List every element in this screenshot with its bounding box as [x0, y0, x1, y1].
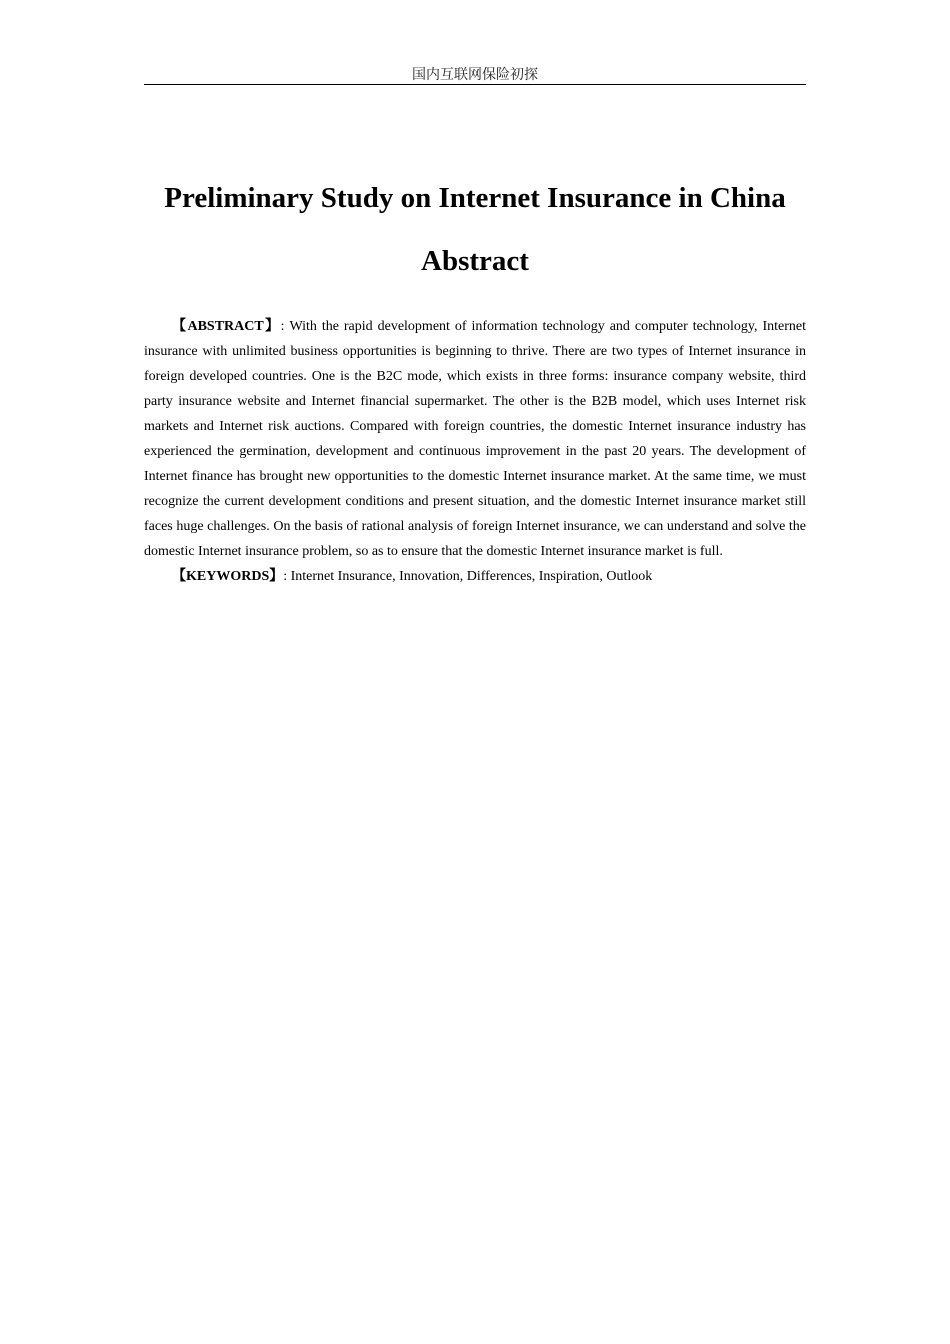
running-header: 国内互联网保险初探	[412, 67, 538, 83]
keywords-label: 【KEYWORDS】	[172, 569, 284, 584]
document-title: Preliminary Study on Internet Insurance in China	[164, 182, 786, 214]
abstract-heading: Abstract	[421, 245, 529, 277]
abstract-paragraph	[144, 314, 806, 564]
abstract-text: : With the rapid development of information technology and computer technology, Internet insurance with unlimited business opportunities is beginning to thrive. There are two types of Internet insurance in foreign developed countries. One is the B2C mode, which exists in three forms: insurance company website, third party insurance website and Internet financial supermarket. The other is the B2B model, which uses Internet risk markets and Internet risk auctions. Compared with foreign countries, the domestic Internet insurance industry has experienced the germination, development and continuous improvement in the past 20 years. The development of Internet finance has brought new opportunities to the domestic Internet insurance market. At the same time, we must recognize the current development conditions and present situation, and the domestic Internet insurance market still faces huge challenges. On the basis of rational analysis of foreign Internet insurance, we can understand and solve the domestic Internet insurance problem, so as to ensure that the domestic Internet insurance market is full.	[144, 319, 806, 559]
keywords-text: : Internet Insurance, Innovation, Differences, Inspiration, Outlook	[283, 569, 653, 584]
header-divider	[144, 84, 806, 85]
abstract-section	[144, 314, 806, 589]
keywords-paragraph	[144, 564, 806, 589]
abstract-label: 【ABSTRACT】	[172, 319, 281, 334]
